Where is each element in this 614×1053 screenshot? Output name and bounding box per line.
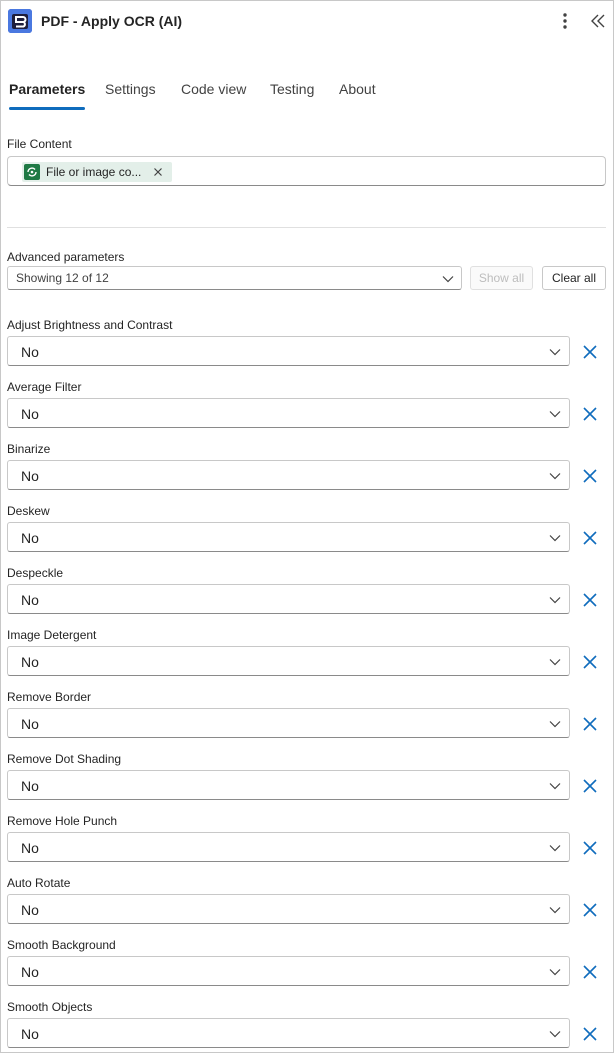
param-dropdown-remove-dot-shading[interactable] [7, 770, 570, 800]
chevron-down-icon [548, 965, 562, 979]
remove-param-button[interactable] [581, 529, 599, 547]
chevron-down-icon [548, 655, 562, 669]
advanced-parameters-value: Showing 12 of 12 [16, 271, 109, 285]
chevron-down-icon [548, 717, 562, 731]
param-dropdown-image-detergent[interactable] [7, 646, 570, 676]
param-value: No [21, 716, 39, 732]
close-icon [581, 777, 599, 795]
close-icon [581, 963, 599, 981]
chevron-down-icon [548, 407, 562, 421]
chevron-down-icon [548, 469, 562, 483]
param-label-binarize: Binarize [7, 442, 51, 456]
close-icon [581, 715, 599, 733]
advanced-parameters-label: Advanced parameters [7, 250, 125, 264]
close-icon [581, 1025, 599, 1043]
file-content-token[interactable] [22, 162, 172, 182]
dataverse-icon [24, 164, 40, 180]
remove-param-button[interactable] [581, 715, 599, 733]
remove-param-button[interactable] [581, 777, 599, 795]
remove-param-button[interactable] [581, 839, 599, 857]
param-value: No [21, 530, 39, 546]
file-content-token-label: File or image co... [46, 165, 142, 179]
close-icon [581, 529, 599, 547]
param-value: No [21, 592, 39, 608]
section-divider [7, 227, 606, 228]
param-value: No [21, 840, 39, 856]
chevron-down-icon [548, 841, 562, 855]
remove-param-button[interactable] [581, 467, 599, 485]
param-value: No [21, 654, 39, 670]
remove-param-button[interactable] [581, 653, 599, 671]
more-vertical-icon [555, 9, 575, 33]
param-label-despeckle: Despeckle [7, 566, 64, 580]
param-dropdown-average-filter[interactable] [7, 398, 570, 428]
param-value: No [21, 406, 39, 422]
param-label-deskew: Deskew [7, 504, 50, 518]
remove-param-button[interactable] [581, 963, 599, 981]
close-icon [581, 653, 599, 671]
chevron-down-icon [548, 345, 562, 359]
tab-bar [1, 77, 613, 111]
chevron-down-icon [441, 272, 455, 286]
remove-token-button[interactable] [150, 164, 166, 180]
tab-code-view[interactable]: Code view [181, 81, 247, 97]
param-value: No [21, 1026, 39, 1042]
param-label-remove-hole-punch: Remove Hole Punch [7, 814, 118, 828]
tab-settings[interactable]: Settings [105, 81, 156, 97]
remove-param-button[interactable] [581, 1025, 599, 1043]
chevron-down-icon [548, 531, 562, 545]
remove-param-button[interactable] [581, 405, 599, 423]
app-logo-icon [8, 9, 32, 33]
close-icon [581, 467, 599, 485]
param-dropdown-smooth-background[interactable] [7, 956, 570, 986]
clear-all-button[interactable]: Clear all [542, 266, 606, 290]
close-icon [150, 164, 166, 180]
param-value: No [21, 902, 39, 918]
remove-param-button[interactable] [581, 343, 599, 361]
param-value: No [21, 468, 39, 484]
close-icon [581, 343, 599, 361]
param-dropdown-deskew[interactable] [7, 522, 570, 552]
chevron-down-icon [548, 1027, 562, 1041]
show-all-button[interactable]: Show all [470, 266, 533, 290]
chevron-down-icon [548, 593, 562, 607]
advanced-parameters-dropdown[interactable] [7, 266, 462, 290]
param-label-image-detergent: Image Detergent [7, 628, 97, 642]
close-icon [581, 405, 599, 423]
param-label-smooth-objects: Smooth Objects [7, 1000, 93, 1014]
param-dropdown-remove-hole-punch[interactable] [7, 832, 570, 862]
chevron-down-icon [548, 779, 562, 793]
remove-param-button[interactable] [581, 901, 599, 919]
tab-parameters[interactable]: Parameters [9, 77, 85, 111]
panel-title: PDF - Apply OCR (AI) [41, 13, 183, 29]
param-label-auto-rotate: Auto Rotate [7, 876, 71, 890]
panel-header [1, 1, 613, 45]
param-label-smooth-background: Smooth Background [7, 938, 116, 952]
close-icon [581, 591, 599, 609]
file-content-label: File Content [7, 137, 72, 151]
remove-param-button[interactable] [581, 591, 599, 609]
param-dropdown-binarize[interactable] [7, 460, 570, 490]
param-dropdown-adjust-brightness[interactable] [7, 336, 570, 366]
param-value: No [21, 344, 39, 360]
param-value: No [21, 778, 39, 794]
double-chevron-right-icon [589, 10, 609, 32]
param-label-remove-dot-shading: Remove Dot Shading [7, 752, 122, 766]
tab-testing[interactable]: Testing [270, 81, 315, 97]
param-value: No [21, 964, 39, 980]
param-label-average-filter: Average Filter [7, 380, 82, 394]
chevron-down-icon [548, 903, 562, 917]
param-dropdown-auto-rotate[interactable] [7, 894, 570, 924]
close-icon [581, 839, 599, 857]
close-icon [581, 901, 599, 919]
param-label-remove-border: Remove Border [7, 690, 92, 704]
file-content-input[interactable] [7, 156, 606, 186]
collapse-panel-button[interactable] [589, 10, 609, 32]
param-dropdown-despeckle[interactable] [7, 584, 570, 614]
more-options-button[interactable] [555, 9, 575, 33]
tab-about[interactable]: About [339, 81, 376, 97]
param-dropdown-smooth-objects[interactable] [7, 1018, 570, 1048]
param-label-adjust-brightness: Adjust Brightness and Contrast [7, 318, 173, 332]
param-dropdown-remove-border[interactable] [7, 708, 570, 738]
